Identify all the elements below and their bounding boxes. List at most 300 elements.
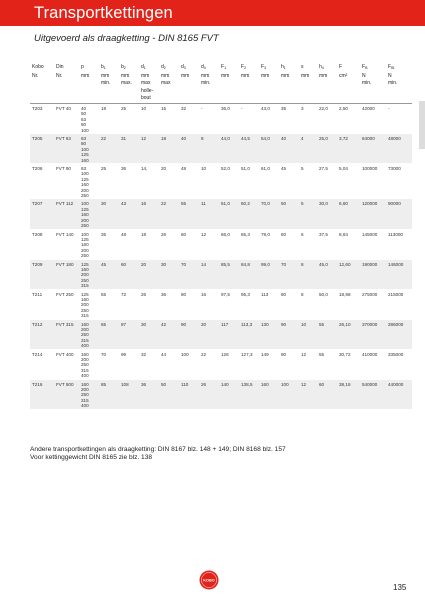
table-cell-p xyxy=(79,164,99,199)
table-cell-d2: 30 xyxy=(159,259,179,289)
pitch-value: 125 xyxy=(81,176,89,182)
column-header-unit: mm xyxy=(301,72,310,79)
column-header-unit xyxy=(259,80,279,88)
column-header-unit: max xyxy=(141,80,151,87)
pitch-value: 80 xyxy=(81,141,87,147)
table-cell-s: 12 xyxy=(299,379,317,409)
table-cell-fbl: 335000 xyxy=(388,351,404,357)
table-cell-b1: 45 xyxy=(99,259,119,289)
pitch-value: 200 xyxy=(81,217,89,223)
table-cell-d3: 110 xyxy=(179,379,199,409)
column-header-unit xyxy=(239,88,259,96)
column-header-unit: holle- xyxy=(141,87,154,94)
pitch-value: 160 xyxy=(81,321,89,327)
table-cell-f: 30,72 xyxy=(339,351,351,357)
pitch-value: 200 xyxy=(81,327,89,332)
column-header-unit xyxy=(119,95,139,103)
table-cell-h4: 50,0 xyxy=(319,291,328,297)
table-cell-f2: 51,0 xyxy=(241,166,250,172)
table-cell-d3: 80 xyxy=(181,291,187,297)
table-cell-f2: - xyxy=(241,105,243,111)
table-cell-s: 3 xyxy=(301,105,304,111)
table-cell-p xyxy=(79,319,99,349)
table-cell-fb: 540000 xyxy=(360,379,386,409)
column-header: $b_2$ xyxy=(121,64,126,70)
table-cell-din: FVT 400 xyxy=(56,351,74,357)
table-row xyxy=(30,229,412,259)
pitch-value: 200 xyxy=(81,302,89,308)
table-cell-d4: 14 xyxy=(199,259,219,289)
kobo-logo xyxy=(199,570,219,590)
column-header-unit: min. xyxy=(388,80,398,87)
pitch-value: 80 xyxy=(81,122,87,128)
table-cell-d4: 26 xyxy=(199,379,219,409)
table-cell-h1: 40 xyxy=(279,134,299,164)
pitch-value: 200 xyxy=(81,187,89,193)
pitch-value: 125 xyxy=(81,152,89,158)
table-cell-d1: 20 xyxy=(139,259,159,289)
table-cell-fb: 275000 xyxy=(362,291,378,297)
pitch-value: 63 xyxy=(81,166,87,172)
footnotes xyxy=(30,446,286,461)
column-header-unit xyxy=(239,80,259,88)
column-header-unit: bout xyxy=(141,95,151,102)
column-header: s xyxy=(301,64,304,70)
table-cell-f: 8,64 xyxy=(339,231,348,237)
pitch-value: 400 xyxy=(81,403,89,409)
table-cell-h1: 45 xyxy=(281,166,287,172)
column-header-unit: N xyxy=(362,72,366,79)
table-cell-h4: 45,0 xyxy=(317,259,337,289)
column-header-unit xyxy=(179,80,199,88)
table-cell-kobo: T212 xyxy=(30,319,54,349)
table-cell-p xyxy=(79,103,99,133)
table-cell-f1: 117 xyxy=(219,319,239,349)
table-cell-f2: 60,2 xyxy=(239,199,259,229)
table-cell-d1: 32 xyxy=(141,351,147,357)
column-header-unit: mm xyxy=(221,72,230,79)
table-cell-f3: 79,0 xyxy=(261,231,270,237)
table-cell-h1: 70 xyxy=(279,259,299,289)
table-cell-kobo: T206 xyxy=(32,166,43,172)
column-header-unit xyxy=(360,88,386,96)
table-cell-b2: 87 xyxy=(119,319,139,349)
pitch-value: 63 xyxy=(81,136,87,141)
table-cell-p xyxy=(79,349,99,379)
table-cell-h4: 37,5 xyxy=(319,231,328,237)
table-cell-d4: 10 xyxy=(201,166,207,172)
table-cell-fbl: - xyxy=(388,105,390,111)
pitch-value: 63 xyxy=(81,116,87,122)
table-cell-f1: 66,0 xyxy=(221,231,230,237)
table-cell-d3: 32 xyxy=(181,105,187,111)
table-row xyxy=(30,199,412,229)
column-header-unit xyxy=(179,88,199,96)
table-cell-d2: 20 xyxy=(161,166,167,172)
table-cell-d4: 8 xyxy=(199,134,219,164)
table-cell-h1: 90 xyxy=(279,319,299,349)
column-header-unit xyxy=(30,80,54,88)
table-cell-d2: 15 xyxy=(161,105,167,111)
table-cell-kobo: T214 xyxy=(32,351,43,357)
table-cell-b1: 65 xyxy=(99,319,119,349)
table-cell-kobo: T211 xyxy=(32,291,43,297)
table-cell-h1: 50 xyxy=(279,199,299,229)
column-header-subscript: 1 xyxy=(103,66,106,70)
table-cell-h4: 60 xyxy=(317,379,337,409)
table-cell-f2: 113,3 xyxy=(239,319,259,349)
table-cell-s: 6 xyxy=(301,231,304,237)
table-cell-h1: 100 xyxy=(279,379,299,409)
pitch-value: 250 xyxy=(81,253,89,259)
column-header-unit: max xyxy=(161,80,171,87)
column-header-unit: mm xyxy=(281,72,290,79)
pitch-value: 315 xyxy=(81,337,89,343)
column-header-unit xyxy=(159,88,179,96)
column-header-unit xyxy=(219,80,239,88)
table-cell-fbl: 113000 xyxy=(388,231,403,237)
table-cell-kobo: T207 xyxy=(30,199,54,229)
table-cell-b1: 70 xyxy=(101,351,107,357)
table-cell-d3: 48 xyxy=(181,166,187,172)
column-header-unit xyxy=(79,80,99,88)
table-cell-d1: 18 xyxy=(141,231,147,237)
column-header: F xyxy=(339,64,343,70)
table-cell-d2: 22 xyxy=(159,199,179,229)
column-header-unit: mm xyxy=(319,72,328,79)
table-cell-fbl: 286000 xyxy=(386,319,412,349)
column-header-unit xyxy=(337,95,360,103)
column-header-unit xyxy=(179,95,199,103)
table-cell-kobo: T208 xyxy=(32,231,43,237)
pitch-value: 40 xyxy=(81,105,87,111)
table-cell-b1: 25 xyxy=(101,166,107,172)
column-header-unit xyxy=(299,80,317,88)
column-header-subscript: 2 xyxy=(244,66,247,70)
table-cell-f3: 43,0 xyxy=(261,105,270,111)
table-cell-p xyxy=(79,259,99,289)
table-cell-fbl: 73000 xyxy=(388,166,401,172)
pitch-value: 125 xyxy=(81,261,89,267)
table-cell-s: 10 xyxy=(299,319,317,349)
pitch-value: 100 xyxy=(81,231,89,237)
page-subtitle: Uitgevoerd als draagketting - DIN 8165 FVT xyxy=(34,33,219,44)
column-header-subscript: Bl xyxy=(391,66,395,70)
pitch-value: 160 xyxy=(81,296,89,302)
page-number: 135 xyxy=(393,583,407,592)
table-cell-h4: 22,0 xyxy=(319,105,328,111)
column-header-subscript: 3 xyxy=(264,66,267,70)
table-cell-d4: 22 xyxy=(201,351,207,357)
column-header-unit xyxy=(337,88,360,96)
table-cell-b2: 25 xyxy=(121,105,127,111)
table-cell-d4: - xyxy=(201,105,203,111)
footnote-line: Voor kettinggewicht DIN 8165 zie blz. 138 xyxy=(30,453,153,461)
table-cell-f: 12,60 xyxy=(337,259,360,289)
table-cell-fb: 190000 xyxy=(360,259,386,289)
column-header-unit xyxy=(299,88,317,96)
table-cell-d2: 42 xyxy=(159,319,179,349)
table-cell-d3: 70 xyxy=(179,259,199,289)
table-cell-d1: 10 xyxy=(141,105,147,111)
pitch-value: 200 xyxy=(81,272,89,278)
table-row xyxy=(30,349,412,379)
table-cell-fbl: 440000 xyxy=(386,379,412,409)
pitch-value: 250 xyxy=(81,307,89,313)
column-header-unit: mm xyxy=(121,72,130,79)
column-header-unit xyxy=(239,95,259,103)
pitch-value: 250 xyxy=(81,193,89,199)
column-header-unit xyxy=(386,88,412,96)
table-cell-fbl: 215000 xyxy=(388,291,404,297)
table-cell-fb: 64000 xyxy=(360,134,386,164)
column-header: $F_3$ xyxy=(261,64,267,70)
pitch-value: 100 xyxy=(81,127,89,133)
table-cell-p xyxy=(79,289,99,319)
table-cell-f: 6,60 xyxy=(337,199,360,229)
table-cell-f: 5,04 xyxy=(339,166,348,172)
table-cell-d4: 12 xyxy=(201,231,207,237)
pitch-value: 100 xyxy=(81,146,89,152)
column-header-unit xyxy=(279,80,299,88)
column-header-unit: mm xyxy=(181,72,190,79)
column-header-unit xyxy=(30,88,54,96)
table-cell-d1: 14, xyxy=(141,166,148,172)
pitch-value: 160 xyxy=(81,351,89,357)
column-header-unit xyxy=(279,95,299,103)
svg-text:KOBO: KOBO xyxy=(203,578,215,583)
column-header-subscript: 1 xyxy=(143,66,146,70)
pitch-value: 160 xyxy=(81,242,89,248)
pitch-value: 250 xyxy=(81,332,89,338)
table-cell-d1: 26 xyxy=(141,291,147,297)
column-header-unit xyxy=(54,88,79,96)
column-header-unit: min. xyxy=(201,80,211,87)
table-cell-d2: 50 xyxy=(159,379,179,409)
table-cell-f3: 70,0 xyxy=(259,199,279,229)
column-header-unit: Nr. xyxy=(56,72,63,79)
table-cell-kobo: T209 xyxy=(30,259,54,289)
table-cell-f1: 61,0 xyxy=(219,199,239,229)
table-cell-b1: 30 xyxy=(99,199,119,229)
table-cell-h4: 55 xyxy=(317,319,337,349)
table-cell-f2: 84,8 xyxy=(239,259,259,289)
table-cell-f: 3,72 xyxy=(337,134,360,164)
table-header xyxy=(30,64,412,103)
table-cell-kobo: T203 xyxy=(32,105,43,111)
table-cell-fbl: 146000 xyxy=(386,259,412,289)
pitch-value: 100 xyxy=(81,171,89,177)
table-cell-d4: 16 xyxy=(201,291,207,297)
table-row xyxy=(30,134,412,164)
column-header-unit: cm² xyxy=(339,72,348,79)
column-header: $b_1$ xyxy=(101,64,106,70)
table-cell-b2: 48 xyxy=(121,231,127,237)
table-cell-d3: 60 xyxy=(181,231,187,237)
table-cell-b1: 55 xyxy=(101,291,107,297)
table-cell-f2: 138,5 xyxy=(239,379,259,409)
table-cell-f1: 44,0 xyxy=(219,134,239,164)
column-header-subscript: 1 xyxy=(224,66,227,70)
table-cell-din: FVT 140 xyxy=(56,231,74,237)
column-header-unit: mm xyxy=(81,72,90,79)
table-cell-h1: 60 xyxy=(281,231,287,237)
table-cell-d4: 11 xyxy=(199,199,219,229)
table-cell-f3: 61,0 xyxy=(261,166,270,172)
table-cell-f3: 130 xyxy=(259,319,279,349)
column-header-subscript: 1 xyxy=(283,66,286,70)
table-cell-d4: 20 xyxy=(199,319,219,349)
pitch-value: 100 xyxy=(81,201,89,207)
table-cell-f2: 127,3 xyxy=(241,351,253,357)
column-header-unit xyxy=(259,88,279,96)
table-cell-b2: 36 xyxy=(121,166,127,172)
table-cell-h1: 35 xyxy=(281,105,287,111)
table-cell-h1: 90 xyxy=(281,351,287,357)
table-cell-din: FVT 180 xyxy=(54,259,79,289)
pitch-value: 125 xyxy=(81,291,89,297)
table-cell-din: FVT 90 xyxy=(56,166,71,172)
table-cell-d3: 100 xyxy=(181,351,189,357)
table-cell-din: FVT 40 xyxy=(56,105,71,111)
column-header-unit: mm xyxy=(241,72,250,79)
column-header-unit: mm xyxy=(101,72,110,79)
table-cell-fb: 145000 xyxy=(362,231,378,237)
spec-table xyxy=(30,64,412,409)
table-cell-h4: 55 xyxy=(319,351,325,357)
column-header-unit xyxy=(199,95,219,103)
table-cell-f: 2,50 xyxy=(339,105,348,111)
table-cell-p xyxy=(79,229,99,259)
side-tab xyxy=(419,101,425,149)
column-header: $d_3$ xyxy=(181,64,186,70)
column-header-unit xyxy=(279,88,299,96)
table-cell-f3: 160 xyxy=(259,379,279,409)
table-cell-b2: 108 xyxy=(119,379,139,409)
table-cell-f3: 54,0 xyxy=(259,134,279,164)
column-header-unit xyxy=(54,95,79,103)
table-cell-d3: 55 xyxy=(179,199,199,229)
table-cell-fb: 410000 xyxy=(362,351,378,357)
column-header-unit xyxy=(30,95,54,103)
pitch-value: 200 xyxy=(81,247,89,253)
table-cell-f3: 113 xyxy=(261,291,269,297)
column-header-unit xyxy=(317,95,337,103)
table-cell-d1: 36 xyxy=(139,379,159,409)
table-cell-fbl: 48000 xyxy=(386,134,412,164)
column-header-unit xyxy=(386,95,412,103)
table-cell-b1: 35 xyxy=(101,231,107,237)
table-row xyxy=(30,319,412,349)
table-cell-fb: 100000 xyxy=(362,166,378,172)
column-header: $d_2$ xyxy=(161,64,166,70)
table-cell-p xyxy=(79,379,99,409)
pitch-value: 400 xyxy=(81,373,89,379)
column-header-unit xyxy=(259,95,279,103)
column-header-unit: max. xyxy=(121,80,132,87)
column-header-unit: mm xyxy=(201,72,210,79)
table-cell-f2: 44,5 xyxy=(239,134,259,164)
column-header-unit xyxy=(159,95,179,103)
table-cell-b2: 99 xyxy=(121,351,127,357)
column-header: Din xyxy=(56,64,64,70)
pitch-value: 250 xyxy=(81,223,89,229)
column-header: $d_1$ xyxy=(141,64,146,70)
pitch-value: 250 xyxy=(81,362,89,368)
column-header-unit xyxy=(54,80,79,88)
pitch-value: 160 xyxy=(81,266,89,272)
table-cell-din: FVT 63 xyxy=(54,134,79,164)
pitch-value: 160 xyxy=(81,212,89,218)
column-header-unit xyxy=(360,95,386,103)
table-cell-fb: 120000 xyxy=(360,199,386,229)
table-cell-fb: 42000 xyxy=(362,105,375,111)
column-header-unit xyxy=(299,95,317,103)
table-cell-fb: 370000 xyxy=(360,319,386,349)
column-header-unit xyxy=(79,95,99,103)
table-cell-d2: 26 xyxy=(161,231,167,237)
table-cell-f3: 149 xyxy=(261,351,269,357)
table-cell-din: FVT 315 xyxy=(54,319,79,349)
table-cell-f1: 36,0 xyxy=(221,105,230,111)
column-header-unit: Nr. xyxy=(32,72,39,79)
table-cell-d3: 90 xyxy=(179,319,199,349)
column-header-subscript: 4 xyxy=(321,66,324,70)
table-row xyxy=(30,164,412,199)
table-cell-f1: 85,5 xyxy=(219,259,239,289)
table-cell-h4: 25,0 xyxy=(317,134,337,164)
table-cell-d2: 44 xyxy=(161,351,167,357)
table-cell-h4: 30,0 xyxy=(317,199,337,229)
column-header-unit xyxy=(99,95,119,103)
column-header-unit xyxy=(219,88,239,96)
column-header-unit xyxy=(219,95,239,103)
table-cell-s: 4 xyxy=(299,134,317,164)
table-cell-p xyxy=(79,134,99,164)
column-header-subscript: B xyxy=(365,66,368,70)
table-cell-s: 6 xyxy=(299,199,317,229)
column-header-unit: mm xyxy=(261,72,270,79)
table-cell-f1: 140 xyxy=(219,379,239,409)
table-cell-d2: 18 xyxy=(159,134,179,164)
column-header-unit xyxy=(337,80,360,88)
column-header: $h_1$ xyxy=(281,64,286,70)
pitch-value: 315 xyxy=(81,313,89,319)
table-cell-p xyxy=(79,199,99,229)
pitch-value: 200 xyxy=(81,387,89,393)
column-header: $F_1$ xyxy=(221,64,227,70)
table-cell-f1: 97,5 xyxy=(221,291,230,297)
column-header-subscript: 3 xyxy=(183,66,186,70)
column-header-unit: min. xyxy=(362,80,372,87)
table-cell-h1: 80 xyxy=(281,291,287,297)
table-cell-f3: 99,0 xyxy=(259,259,279,289)
table-cell-f1: 52,0 xyxy=(221,166,230,172)
page-title: Transportkettingen xyxy=(34,4,173,22)
column-header-unit xyxy=(79,88,99,96)
table-cell-d1: 16 xyxy=(139,199,159,229)
table-cell-kobo: T216 xyxy=(30,379,54,409)
column-header-unit xyxy=(119,88,139,96)
column-header-subscript: 4 xyxy=(203,66,206,70)
table-cell-f2: 95,3 xyxy=(241,291,250,297)
table-cell-s: 12 xyxy=(301,351,307,357)
table-cell-f: 26,10 xyxy=(337,319,360,349)
table-row xyxy=(30,103,412,133)
pitch-value: 315 xyxy=(81,283,89,289)
table-cell-din: FVT 112 xyxy=(54,199,79,229)
pitch-value: 315 xyxy=(81,367,89,373)
